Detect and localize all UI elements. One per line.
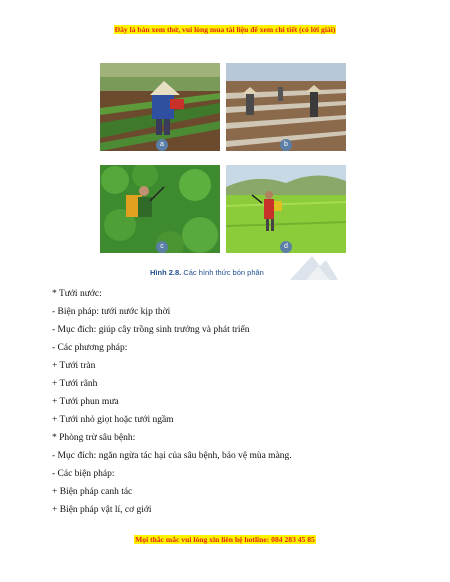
photo-b-furrow-fertilizing bbox=[226, 63, 346, 151]
figure-caption bbox=[150, 268, 310, 277]
content-line: + Biện pháp vật lí, cơ giới bbox=[52, 505, 152, 515]
content-line: + Biện pháp canh tác bbox=[52, 487, 133, 497]
photo-a-fertilizing-rows bbox=[100, 63, 220, 151]
hotline-banner bbox=[0, 535, 450, 544]
decorative-mountain-graphic bbox=[290, 252, 338, 280]
figure-label-b: b bbox=[280, 139, 292, 151]
content-line: - Các phương pháp: bbox=[52, 343, 128, 353]
photo-d-rice-field-spraying bbox=[226, 165, 346, 253]
figure-label-a: a bbox=[156, 139, 168, 151]
content-line: + Tưới tràn bbox=[52, 361, 96, 371]
preview-notice-banner bbox=[0, 25, 450, 34]
content-line: * Phòng trừ sâu bệnh: bbox=[52, 433, 136, 443]
preview-notice-text: Đây là bản xem thử, vui lòng mua tài liệu để xem chi tiết (có lời giải) bbox=[114, 25, 336, 34]
photo-c-foliar-spraying bbox=[100, 165, 220, 253]
figure-caption-number: Hình 2.8. bbox=[150, 268, 182, 277]
content-line: + Tưới rãnh bbox=[52, 379, 98, 389]
content-line: - Mục đích: giúp cây trồng sinh trưởng và phát triển bbox=[52, 325, 250, 335]
content-line: + Tưới nhỏ giọt hoặc tưới ngầm bbox=[52, 415, 174, 425]
hotline-text: Mọi thắc mắc vui lòng xin liên hệ hotline: 084 283 45 85 bbox=[135, 535, 315, 544]
content-line: + Tưới phun mưa bbox=[52, 397, 119, 407]
content-line: - Các biện pháp: bbox=[52, 469, 115, 479]
content-line: * Tưới nước: bbox=[52, 289, 102, 299]
figure-label-d: d bbox=[280, 241, 292, 253]
content-line: - Biện pháp: tưới nước kịp thời bbox=[52, 307, 171, 317]
figure-label-c: c bbox=[156, 241, 168, 253]
figure-caption-text: Các hình thức bón phân bbox=[181, 268, 264, 277]
content-line: - Mục đích: ngăn ngừa tác hại của sâu bệnh, bảo vệ mùa màng. bbox=[52, 451, 292, 461]
